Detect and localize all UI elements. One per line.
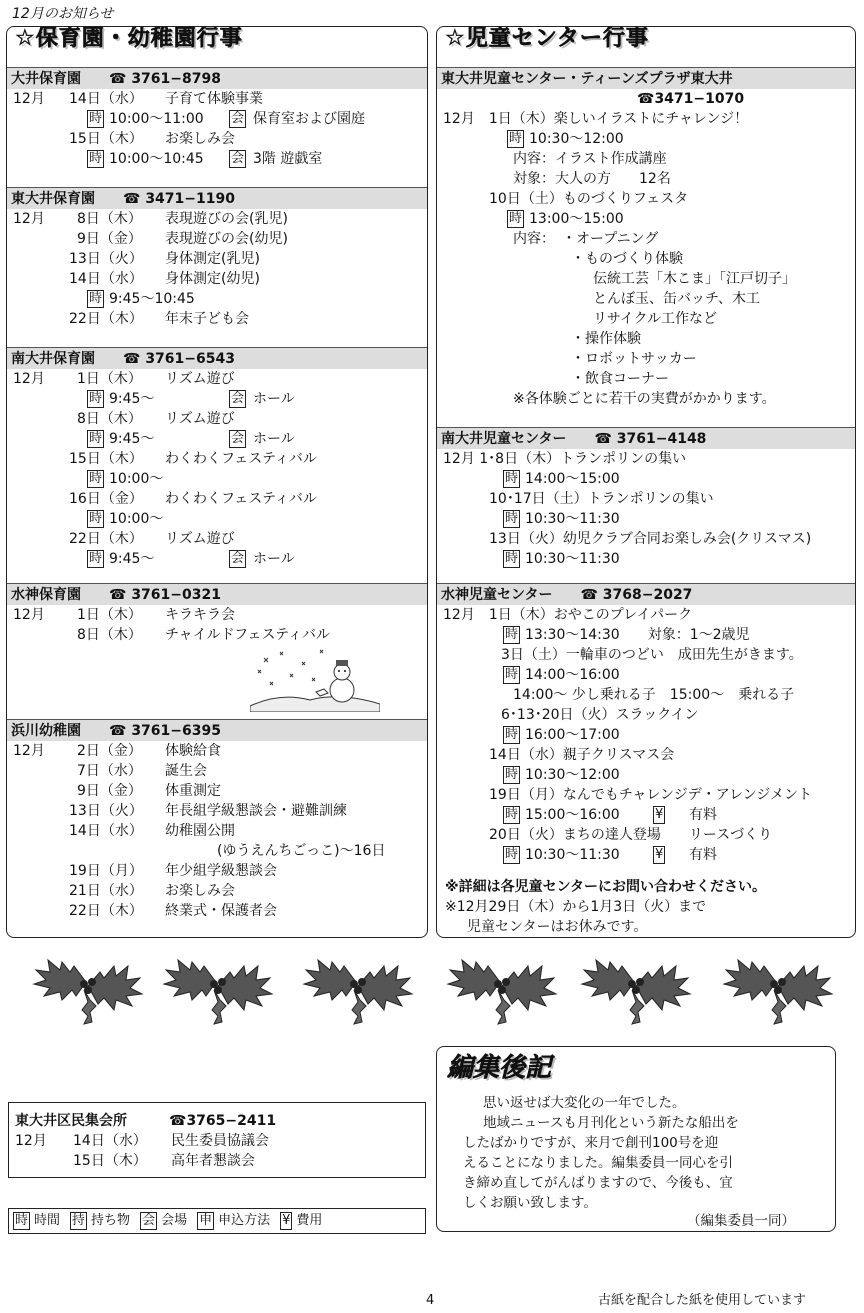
- event-date: 2日（金）: [77, 743, 142, 759]
- editorial-title: 編集後記: [447, 1053, 552, 1083]
- event-month: 12月: [13, 91, 45, 107]
- event-row: [437, 329, 855, 349]
- event-title: 身体測定(乳児): [165, 251, 260, 267]
- time-label-icon: 時: [509, 211, 523, 226]
- event-row: [7, 801, 427, 821]
- event-row: [437, 745, 855, 765]
- facility-name: 東大井児童センター・ティーンズプラザ東大井: [441, 70, 733, 87]
- event-title: わくわくフェスティバル: [165, 491, 317, 507]
- facility-name: 水神保育園: [11, 586, 81, 603]
- event-row: [7, 509, 427, 529]
- event-date: 9日（金）: [77, 231, 142, 247]
- event-text: 14日（水）親子クリスマス会: [489, 747, 675, 763]
- event-title: 年長組学級懇談会・避難訓練: [165, 803, 347, 819]
- time-label-icon: 時: [89, 391, 103, 406]
- editorial-line: 地域ニュースも月刊化という新たな船出を: [483, 1115, 739, 1131]
- legend-label: 会場: [161, 1213, 188, 1228]
- event-text: 10:30～11:30: [525, 551, 620, 567]
- event-row: [437, 269, 855, 289]
- event-text: ・ものづくり体験: [571, 251, 683, 267]
- event-row: [437, 529, 855, 549]
- event-title: 高年者懇談会: [171, 1153, 255, 1169]
- center-section: [437, 427, 855, 569]
- time-label-icon: 時: [505, 727, 519, 742]
- event-venue: ホール: [253, 431, 295, 447]
- event-time: 9:45～: [109, 391, 155, 407]
- notice-line-3: 児童センターはお休みです。: [467, 919, 648, 935]
- event-title: 年少組学級懇談会: [165, 863, 277, 879]
- event-text: 14:00～15:00: [525, 471, 620, 487]
- venue-label-icon: 会: [231, 151, 245, 166]
- event-row: [437, 109, 855, 129]
- event-row: [437, 249, 855, 269]
- event-row: [437, 189, 855, 209]
- event-row: [7, 389, 427, 409]
- event-date: 13日（火）: [69, 251, 143, 267]
- event-text: 10日（土）ものづくりフェスタ: [489, 191, 689, 207]
- event-month: 12月: [13, 607, 45, 623]
- event-row: [7, 109, 427, 129]
- event-title: 表現遊びの会(幼児): [165, 231, 288, 247]
- event-row: [7, 89, 427, 109]
- nursery-panel: [6, 26, 428, 938]
- event-text: 12月 1日（木）おやこのプレイパーク: [443, 607, 693, 623]
- event-text: 3日（土）一輪車のつどい 成田先生がきます。: [501, 647, 803, 663]
- event-date: 14日（水）: [69, 271, 143, 287]
- legend-key-icon: ¥: [282, 1213, 291, 1228]
- event-month: 12月: [15, 1133, 47, 1149]
- holly-icon: [26, 952, 146, 1032]
- event-date: 22日（木）: [69, 311, 143, 327]
- center-section: [437, 67, 855, 409]
- facility-tel-row: [437, 89, 855, 109]
- event-row: [437, 209, 855, 229]
- event-row: [437, 605, 855, 625]
- event-row: [7, 269, 427, 289]
- event-month: 12月: [13, 211, 45, 227]
- event-date: 8日（木）: [77, 211, 142, 227]
- event-fee: 有料: [689, 807, 717, 823]
- event-text: 16:00～17:00: [525, 727, 620, 743]
- event-title: わくわくフェスティバル: [165, 451, 317, 467]
- facility-name: 南大井保育園: [11, 350, 95, 367]
- event-row: [437, 289, 855, 309]
- event-venue: ホール: [253, 551, 295, 567]
- event-text: とんぼ玉、缶バッチ、木工: [593, 291, 761, 307]
- event-text: 対象：大人の方 12名: [513, 171, 671, 187]
- event-row: [437, 489, 855, 509]
- editorial-line: 思い返せば大変化の一年でした。: [483, 1095, 686, 1111]
- editorial-line: き締め直してがんばりますので、今後も、宜: [463, 1175, 733, 1191]
- event-text: 伝統工芸「木こま」「江戸切子」: [593, 271, 796, 287]
- editorial-line: したばかりですが、来月で創刊100号を迎: [463, 1135, 719, 1151]
- time-label-icon: 時: [505, 627, 519, 642]
- event-row: [437, 549, 855, 569]
- event-title: リズム遊び: [165, 531, 235, 547]
- time-label-icon: 時: [505, 807, 519, 822]
- facility-name: 東大井保育園: [11, 190, 95, 207]
- legend-label: 申込方法: [218, 1213, 271, 1228]
- event-time: 9:45～: [109, 551, 155, 567]
- event-fee: 有料: [689, 847, 717, 863]
- facility-name: 南大井児童センター: [441, 430, 567, 447]
- event-row: [437, 625, 855, 645]
- event-title: リズム遊び: [165, 371, 235, 387]
- event-row: [437, 449, 855, 469]
- event-text: 12月 1日（木）楽しいイラストにチャレンジ！: [443, 111, 749, 127]
- event-text: 10:30～12:00: [525, 767, 620, 783]
- event-date: 13日（火）: [69, 803, 143, 819]
- event-row: [437, 129, 855, 149]
- event-row: [437, 765, 855, 785]
- event-time: 9:45～: [109, 431, 155, 447]
- time-label-icon: 時: [505, 471, 519, 486]
- holly-icon: [296, 952, 416, 1032]
- event-text: 13日（火）幼児クラブ合同お楽しみ会(クリスマス): [489, 531, 812, 547]
- venue-label-icon: 会: [231, 391, 245, 406]
- time-label-icon: 時: [505, 767, 519, 782]
- time-label-icon: 時: [505, 551, 519, 566]
- event-row: [7, 229, 427, 249]
- nursery-section: [7, 67, 427, 169]
- section-header: [7, 187, 427, 209]
- fee-label-icon: ¥: [655, 847, 664, 862]
- event-text: 12月 1･8日（木）トランポリンの集い: [443, 451, 687, 467]
- legend-label: 費用: [296, 1213, 323, 1228]
- event-row: [7, 821, 427, 841]
- facility-tel: ☎ 3761−0321: [109, 586, 221, 603]
- nursery-section: [7, 187, 427, 329]
- recycled-paper-note: 古紙を配合した紙を使用しています: [598, 1293, 807, 1308]
- event-row: [437, 785, 855, 805]
- facility-name: 水神児童センター: [441, 586, 553, 603]
- editorial-signature: （編集委員一同）: [687, 1213, 795, 1229]
- legend-key-icon: 会: [142, 1213, 156, 1228]
- event-row: [7, 249, 427, 269]
- event-row: [437, 389, 855, 409]
- event-title: 身体測定(幼児): [165, 271, 260, 287]
- section-header: [437, 427, 855, 449]
- venue-label-icon: 会: [231, 551, 245, 566]
- event-row: [437, 725, 855, 745]
- time-label-icon: 時: [89, 551, 103, 566]
- event-title: チャイルドフェスティバル: [165, 627, 331, 643]
- event-time: 9:45～10:45: [109, 291, 195, 307]
- section-header: [7, 719, 427, 741]
- time-label-icon: 時: [509, 131, 523, 146]
- event-date: 19日（月）: [69, 863, 143, 879]
- event-text: 13:30～14:30 対象：1～2歳児: [525, 627, 750, 643]
- event-row: [7, 129, 427, 149]
- event-date: 1日（木）: [77, 607, 142, 623]
- event-text: 20日（火）まちの達人登場 リースづくり: [489, 827, 773, 843]
- time-label-icon: 時: [89, 431, 103, 446]
- section-header: [437, 67, 855, 89]
- event-text: 15:00～16:00: [525, 807, 648, 823]
- event-row: [7, 741, 427, 761]
- event-row: [7, 625, 427, 645]
- event-time: 10:00～: [109, 511, 164, 527]
- event-row: [7, 549, 427, 569]
- event-row: [7, 309, 427, 329]
- event-text: ・操作体験: [571, 331, 641, 347]
- event-title: お楽しみ会: [165, 883, 235, 899]
- event-venue: 保育室および園庭: [253, 111, 365, 127]
- event-row: [437, 825, 855, 845]
- nursery-panel-title: ☆保育園・幼稚園行事: [15, 26, 243, 51]
- event-text: 6･13･20日（火）スラックイン: [501, 707, 699, 723]
- event-row: [437, 509, 855, 529]
- legend-key-icon: 持: [72, 1213, 86, 1228]
- fee-label-icon: ¥: [655, 807, 664, 822]
- time-label-icon: 時: [89, 511, 103, 526]
- facility-name: 浜川幼稚園: [11, 722, 81, 739]
- venue-label-icon: 会: [231, 431, 245, 446]
- event-row: [7, 901, 427, 921]
- event-title: キラキラ会: [165, 607, 235, 623]
- holly-icon: [156, 952, 276, 1032]
- event-date: 22日（木）: [69, 531, 143, 547]
- event-title: 体重測定: [165, 783, 221, 799]
- holly-icon: [716, 952, 836, 1032]
- time-label-icon: 時: [89, 151, 103, 166]
- section-header: [7, 347, 427, 369]
- facility-name: 大井保育園: [11, 70, 81, 87]
- center-section: [437, 583, 855, 865]
- event-row: [7, 861, 427, 881]
- event-row: [15, 1131, 425, 1151]
- event-row: [7, 469, 427, 489]
- legend-key-icon: 申: [199, 1213, 213, 1228]
- snowman-illustration: [250, 648, 380, 712]
- event-title: 体験給食: [165, 743, 221, 759]
- event-row: [7, 409, 427, 429]
- event-row: [437, 665, 855, 685]
- facility-tel: ☎ 3471−1190: [123, 190, 235, 207]
- event-row: [437, 169, 855, 189]
- community-hall-tel: ☎3765−2411: [169, 1113, 277, 1129]
- event-time: 10:00～11:00: [109, 111, 204, 127]
- event-date: 14日（水）: [69, 91, 143, 107]
- event-venue: ホール: [253, 391, 295, 407]
- event-row: [437, 805, 855, 825]
- event-title: 誕生会: [165, 763, 207, 779]
- event-row: [437, 309, 855, 329]
- venue-label-icon: 会: [231, 111, 245, 126]
- event-date: 15日（木）: [69, 451, 143, 467]
- event-row: [7, 149, 427, 169]
- holly-icon: [440, 952, 560, 1032]
- section-header: [437, 583, 855, 605]
- editorial-line: えることになりました。編集委員一同心を引: [463, 1155, 733, 1171]
- event-row: [437, 229, 855, 249]
- month-title: 12月のお知らせ: [12, 6, 114, 22]
- time-label-icon: 時: [505, 847, 519, 862]
- time-label-icon: 時: [89, 291, 103, 306]
- notice-line-2: ※12月29日（木）から1月3日（火）まで: [445, 899, 707, 915]
- event-row: [7, 209, 427, 229]
- event-text: ・ロボットサッカー: [571, 351, 697, 367]
- event-text: 10:30～11:30: [525, 847, 648, 863]
- facility-tel: ☎ 3761−4148: [594, 430, 707, 447]
- event-date: 21日（水）: [69, 883, 143, 899]
- nursery-section: [7, 719, 427, 921]
- event-row: [437, 845, 855, 865]
- time-label-icon: 時: [505, 511, 519, 526]
- event-row: [7, 841, 427, 861]
- event-date: 14日（水）: [73, 1133, 147, 1149]
- section-header: [7, 583, 427, 605]
- event-row: [7, 369, 427, 389]
- event-month: 12月: [13, 743, 45, 759]
- facility-tel: ☎ 3768−2027: [580, 586, 693, 603]
- event-row: [7, 605, 427, 625]
- section-header: [7, 67, 427, 89]
- event-text: 内容：イラスト作成講座: [513, 151, 667, 167]
- event-title: 幼稚園公開: [165, 823, 235, 839]
- event-title: 民生委員協議会: [171, 1133, 269, 1149]
- event-row: [7, 449, 427, 469]
- holly-icon: [574, 952, 694, 1032]
- event-row: [437, 349, 855, 369]
- event-date: 1日（木）: [77, 371, 142, 387]
- event-title: 年末子ども会: [165, 311, 249, 327]
- community-hall-name: 東大井区民集会所: [15, 1113, 127, 1129]
- event-row: [7, 881, 427, 901]
- legend-label: 時間: [34, 1213, 61, 1228]
- community-hall-box: [8, 1102, 426, 1178]
- event-text: 13:00～15:00: [529, 211, 624, 227]
- event-row: [437, 369, 855, 389]
- legend-key-icon: 時: [15, 1213, 29, 1228]
- event-row: [437, 149, 855, 169]
- page-number: 4: [426, 1293, 435, 1308]
- notice-line-1: ※詳細は各児童センターにお問い合わせください。: [445, 879, 767, 895]
- event-text: ・飲食コーナー: [571, 371, 669, 387]
- facility-tel: ☎ 3761−6543: [123, 350, 235, 367]
- event-row: [437, 469, 855, 489]
- time-label-icon: 時: [89, 111, 103, 126]
- event-date: 8日（木）: [77, 411, 142, 427]
- event-month: 12月: [13, 371, 45, 387]
- event-text: 19日（月）なんでもチャレンジデ・アレンジメント: [489, 787, 813, 803]
- event-date: 15日（木）: [69, 131, 143, 147]
- facility-tel: ☎3471−1070: [637, 91, 745, 107]
- event-date: 9日（金）: [77, 783, 142, 799]
- event-text: 10･17日（土）トランポリンの集い: [489, 491, 714, 507]
- event-row: [7, 289, 427, 309]
- event-row: [437, 705, 855, 725]
- time-label-icon: 時: [505, 667, 519, 682]
- event-text: 10:30～11:30: [525, 511, 620, 527]
- event-text: 10:30～12:00: [529, 131, 624, 147]
- time-label-icon: 時: [89, 471, 103, 486]
- event-row: [15, 1151, 425, 1171]
- event-row: [437, 645, 855, 665]
- event-date: 7日（水）: [77, 763, 142, 779]
- event-date: 14日（水）: [69, 823, 143, 839]
- event-text: 14:00～ 少し乗れる子 15:00～ 乗れる子: [513, 687, 795, 703]
- nursery-section: [7, 347, 427, 569]
- nursery-section: [7, 583, 427, 645]
- editorial-line: しくお願い致します。: [463, 1195, 597, 1211]
- event-row: [7, 761, 427, 781]
- event-subtitle: (ゆうえんちごっこ)～16日: [217, 843, 386, 859]
- children-center-panel-title: ☆児童センター行事: [445, 26, 649, 51]
- event-row: [7, 781, 427, 801]
- event-text: ※各体験ごとに若干の実費がかかります。: [513, 391, 776, 407]
- facility-tel: ☎ 3761−6395: [109, 722, 221, 739]
- event-date: 15日（木）: [73, 1153, 147, 1169]
- event-date: 16日（金）: [69, 491, 143, 507]
- children-center-panel: [436, 26, 856, 938]
- event-date: 8日（木）: [77, 627, 142, 643]
- editorial-note: [436, 1046, 836, 1232]
- event-row: [437, 685, 855, 705]
- event-text: 内容： ・オープニング: [513, 231, 659, 247]
- event-row: [7, 529, 427, 549]
- legend: [8, 1208, 426, 1234]
- event-title: 表現遊びの会(乳児): [165, 211, 288, 227]
- facility-tel: ☎ 3761−8798: [109, 70, 221, 87]
- event-time: 10:00～10:45: [109, 151, 204, 167]
- event-text: 14:00～16:00: [525, 667, 620, 683]
- legend-label: 持ち物: [91, 1213, 131, 1228]
- event-title: 終業式・保護者会: [165, 903, 277, 919]
- event-time: 10:00～: [109, 471, 164, 487]
- event-row: [7, 429, 427, 449]
- event-text: リサイクル工作など: [593, 311, 718, 327]
- event-title: 子育て体験事業: [165, 91, 263, 107]
- event-row: [7, 489, 427, 509]
- event-title: リズム遊び: [165, 411, 235, 427]
- event-date: 22日（木）: [69, 903, 143, 919]
- event-title: お楽しみ会: [165, 131, 235, 147]
- event-venue: 3階 遊戯室: [253, 151, 323, 167]
